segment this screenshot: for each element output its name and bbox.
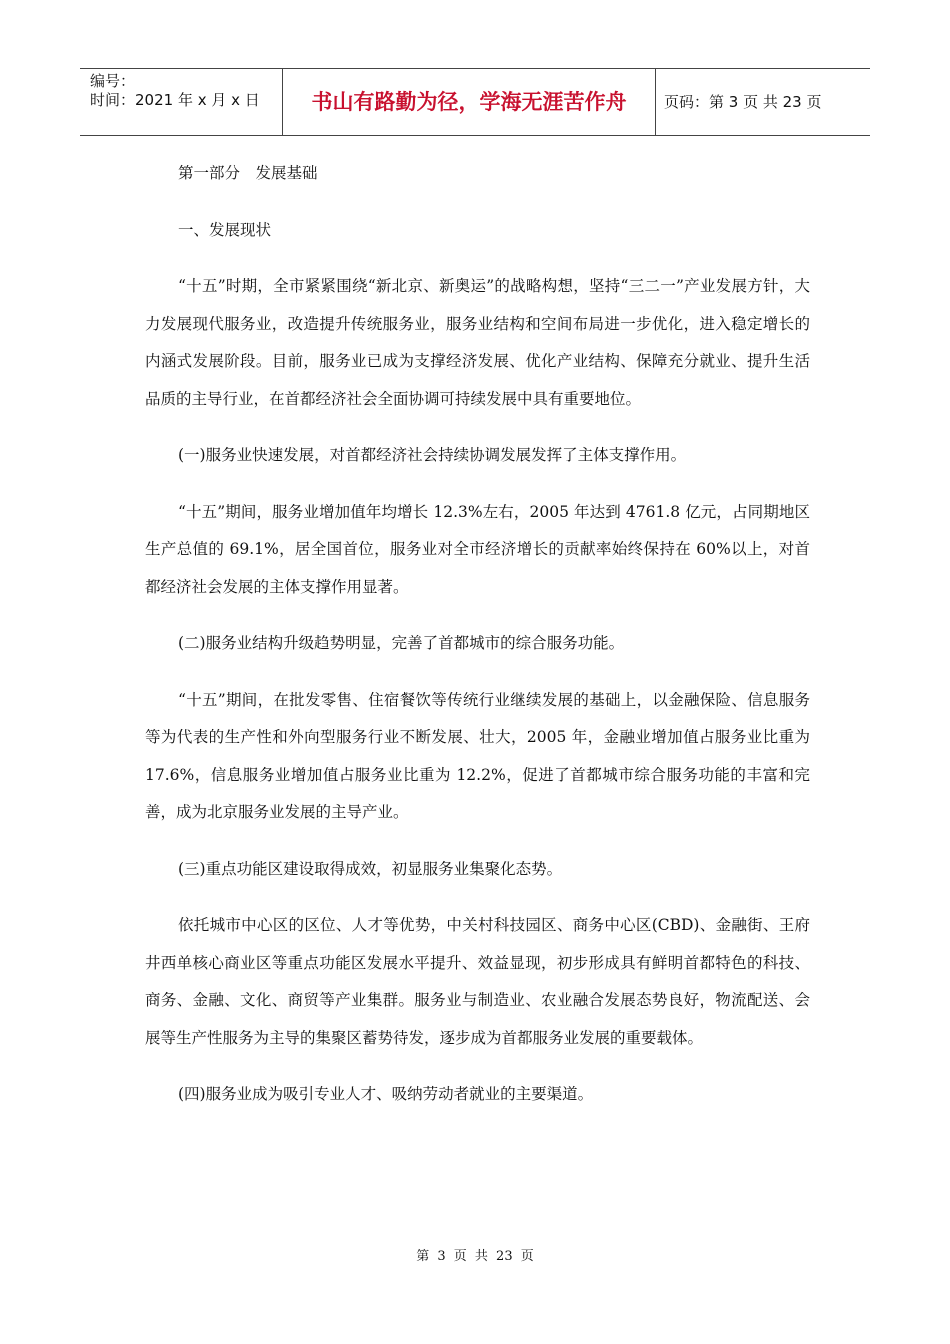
subsection-heading: (四)服务业成为吸引专业人才、吸纳劳动者就业的主要渠道。 (178, 1085, 594, 1103)
body-paragraph: “十五”期间，服务业增加值年均增长 12.3%左右，2005 年达到 4761.8 亿元，占同期地区生产总值的 69.1%，居全国首位，服务业对全市经济增长的贡献率始终保持在 60%以上，对首都经济社会发展的主体支撑作用显著。 (145, 502, 810, 596)
header-motto: 书山有路勤为径，学海无涯苦作舟 (282, 69, 656, 135)
subsection-heading: (三)重点功能区建设取得成效，初显服务业集聚化态势。 (178, 859, 563, 878)
subsection-heading: (一)服务业快速发展，对首都经济社会持续协调发展发挥了主体支撑作用。 (178, 446, 687, 464)
part-heading: 第一部分 发展基础 (178, 164, 318, 182)
body-paragraph: 依托城市中心区的区位、人才等优势，中关村科技园区、商务中心区(CBD)、金融街、王府井西单核心商业区等重点功能区发展水平提升、效益显现，初步形成具有鲜明首都特色的科技、商务、金融、文化、商贸等产业集群。服务业与制造业、农业融合发展态势良好，物流配送、会展等生产性服务为主导的集聚区蓄势待发，逐步成为首都服务业发展的重要载体。 (145, 916, 810, 1047)
date-line: 时间：2021 年 x 月 x 日 (90, 91, 260, 109)
serial-number-label: 编号： (90, 72, 136, 90)
body-paragraph: “十五”期间，在批发零售、住宿餐饮等传统行业继续发展的基础上，以金融保险、信息服务等为代表的生产性和外向型服务行业不断发展、壮大，2005 年，金融业增加值占服务业比重为 17.6%，信息服务业增加值占服务业比重为 12.2%，促进了首都城市综合服务功能的丰富和完善，成为北京服务业发展的主导产业。 (145, 690, 810, 821)
page-footer: 第 3 页 共 23 页 (416, 1249, 534, 1264)
document-body (145, 155, 810, 1114)
document-header (80, 68, 870, 136)
header-page-info: 页码：第 3 页 共 23 页 (664, 93, 822, 111)
subsection-heading: (二)服务业结构升级趋势明显，完善了首都城市的综合服务功能。 (178, 634, 625, 652)
header-meta (80, 69, 282, 135)
section-heading: 一、发展现状 (178, 220, 272, 239)
body-paragraph: “十五”时期，全市紧紧围绕“新北京、新奥运”的战略构想，坚持“三二一”产业发展方针，大力发展现代服务业，改造提升传统服务业，服务业结构和空间布局进一步优化，进入稳定增长的内涵式发展阶段。目前，服务业已成为支撑经济发展、优化产业结构、保障充分就业、提升生活品质的主导行业，在首都经济社会全面协调可持续发展中具有重要地位。 (145, 277, 810, 408)
